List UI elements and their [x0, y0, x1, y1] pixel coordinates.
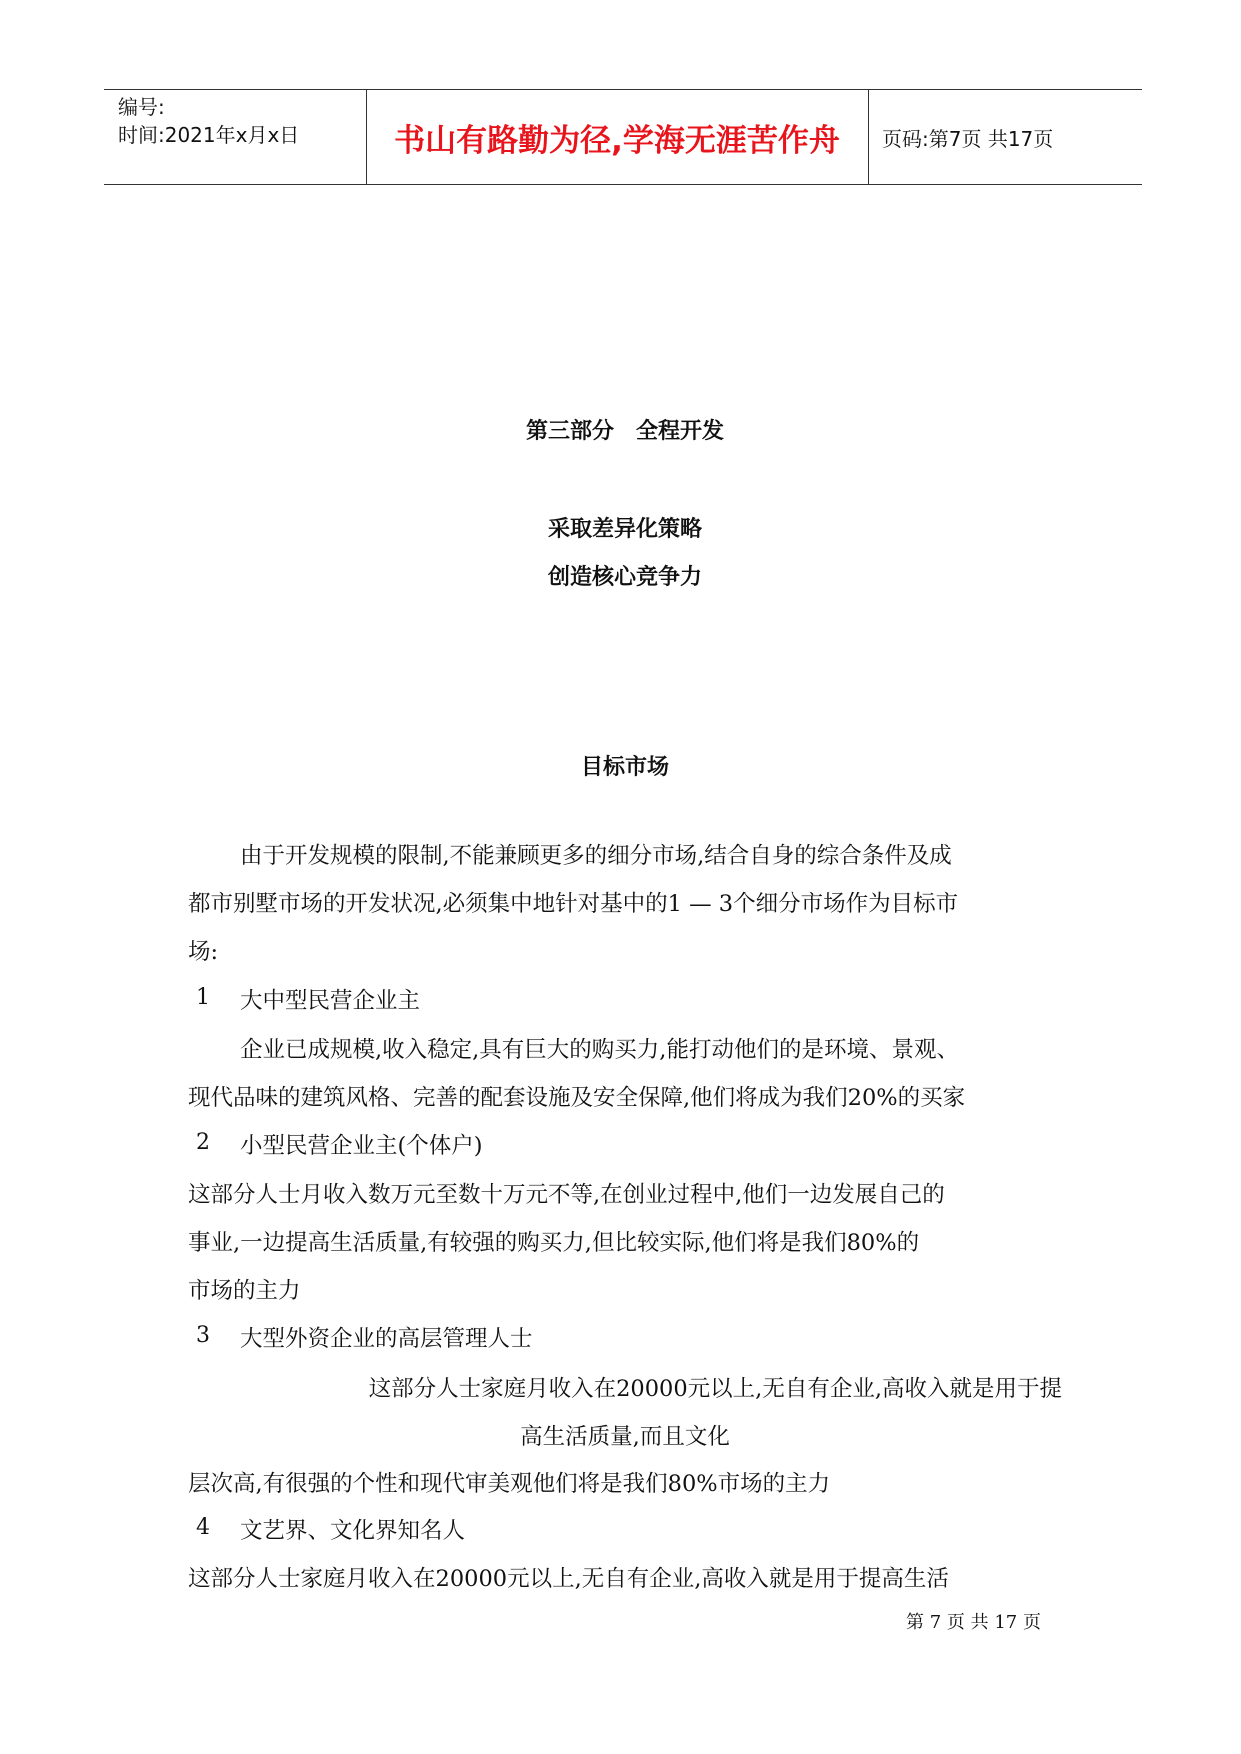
paragraph-line: 企业已成规模,收入稳定,具有巨大的购买力,能打动他们的是环境、景观、 [240, 1037, 959, 1063]
paragraph-line: 由于开发规模的限制,不能兼顾更多的细分市场,结合自身的综合条件及成 [240, 843, 952, 869]
time-label: 时间:2021年x月x日 [118, 123, 300, 147]
item-title: 文艺界、文化界知名人 [240, 1518, 466, 1544]
header-meta [118, 93, 299, 149]
paragraph-line: 这部分人士月收入数万元至数十万元不等,在创业过程中,他们一边发展自己的 [188, 1182, 945, 1208]
part-title: 第三部分 全程开发 [525, 419, 724, 444]
header-page-label: 页码:第7页 共17页 [882, 126, 1054, 151]
paragraph-line: 市场的主力 [188, 1278, 301, 1304]
item-number: 2 [196, 1130, 210, 1155]
paragraph-line: 现代品味的建筑风格、完善的配套设施及安全保障,他们将成为我们20%的买家 [188, 1085, 966, 1111]
page-header [104, 89, 1142, 185]
paragraph-line: 高生活质量,而且文化 [520, 1424, 730, 1450]
header-motto: 书山有路勤为径,学海无涯苦作舟 [394, 122, 840, 159]
item-number: 1 [196, 985, 210, 1010]
paragraph-line: 这部分人士家庭月收入在20000元以上,无自有企业,高收入就是用于提高生活 [188, 1566, 949, 1592]
item-number: 4 [196, 1515, 210, 1540]
header-divider [868, 90, 869, 184]
subtitle-line-2: 创造核心竞争力 [547, 565, 702, 590]
paragraph-line: 这部分人士家庭月收入在20000元以上,无自有企业,高收入就是用于提 [368, 1376, 1062, 1402]
item-title: 大型外资企业的高层管理人士 [240, 1326, 533, 1352]
header-divider [366, 90, 367, 184]
paragraph-line: 场: [188, 939, 219, 965]
paragraph-line: 都市别墅市场的开发状况,必须集中地针对基中的1 — 3个细分市场作为目标市 [188, 891, 959, 917]
item-title: 小型民营企业主(个体户) [240, 1133, 483, 1159]
paragraph-line: 事业,一边提高生活质量,有较强的购买力,但比较实际,他们将是我们80%的 [188, 1230, 920, 1256]
paragraph-line: 层次高,有很强的个性和现代审美观他们将是我们80%市场的主力 [188, 1471, 831, 1497]
section-title: 目标市场 [580, 755, 669, 780]
item-title: 大中型民营企业主 [240, 988, 421, 1014]
number-label: 编号: [118, 95, 165, 119]
item-number: 3 [196, 1323, 210, 1348]
subtitle-line-1: 采取差异化策略 [547, 517, 702, 542]
page-footer: 第 7 页 共 17 页 [906, 1612, 1041, 1633]
